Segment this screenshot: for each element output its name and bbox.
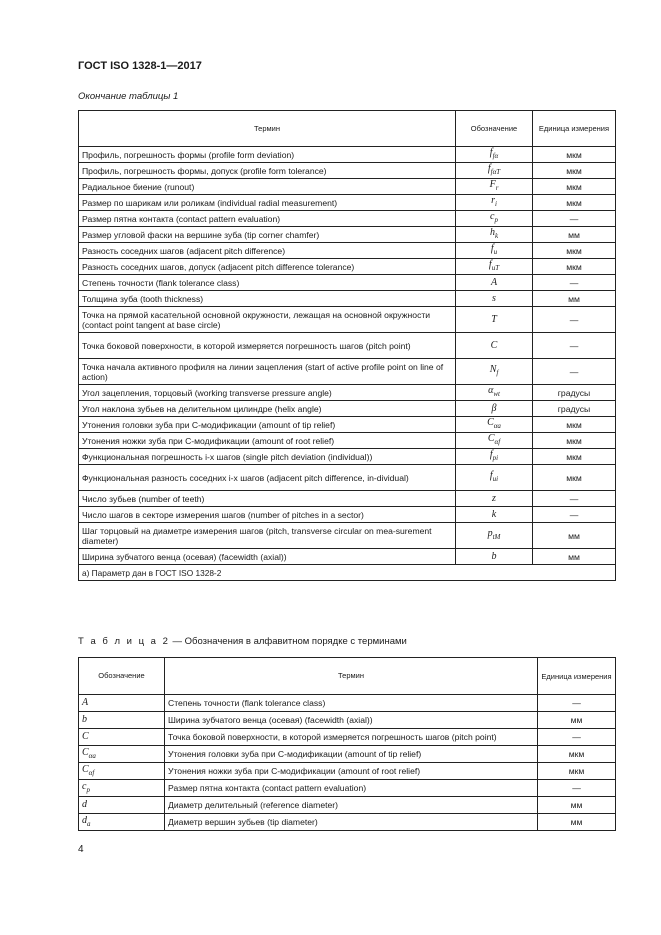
symbol-text: C [487, 433, 495, 444]
term-cell: Число зубьев (number of teeth) [79, 491, 456, 507]
unit-cell: мм [533, 523, 616, 549]
table-row [79, 763, 616, 780]
term-cell: Разность соседних шагов (adjacent pitch difference) [79, 243, 456, 259]
symbol-cell [456, 147, 533, 163]
symbol-subscript: fαT [490, 168, 501, 176]
symbol-subscript: i [494, 200, 497, 208]
unit-cell: мм [538, 797, 616, 814]
table-row [79, 746, 616, 763]
symbol-cell [456, 291, 533, 307]
unit-cell: мкм [533, 259, 616, 275]
table-row [79, 179, 616, 195]
term-cell: Утонения ножки зуба при С-модификации (amount of root relief) [79, 433, 456, 449]
unit-cell: — [538, 780, 616, 797]
unit-cell: мкм [533, 465, 616, 491]
symbol-text: c [490, 211, 495, 222]
term-cell: Степень точности (flank tolerance class) [79, 275, 456, 291]
unit-cell: — [538, 729, 616, 746]
table-row [79, 465, 616, 491]
unit-cell: мкм [533, 163, 616, 179]
symbol-cell [79, 797, 165, 814]
table-row [79, 147, 616, 163]
term-cell: Ширина зубчатого венца (осевая) (facewidth (axial)) [79, 549, 456, 565]
table1-caption: Окончание таблицы 1 [78, 91, 179, 102]
symbol-subscript: p [494, 216, 498, 224]
symbol-subscript: pi [492, 454, 499, 462]
symbol-text: C [82, 731, 89, 742]
symbol-text: F [489, 179, 496, 190]
symbol-cell [79, 729, 165, 746]
table-row [79, 523, 616, 549]
term-column-header: Термин [79, 111, 456, 147]
symbol-cell [79, 814, 165, 831]
symbol-text: p [487, 528, 493, 539]
unit-cell: мм [533, 291, 616, 307]
symbol-subscript: αa [88, 751, 96, 760]
unit-cell: мкм [533, 195, 616, 211]
table-row [79, 433, 616, 449]
symbol-subscript: αf [494, 438, 501, 446]
table-row [79, 797, 616, 814]
table2-caption-text: — Обозначения в алфавитном порядке с терминами [169, 636, 407, 647]
term-cell: Диаметр вершин зубьев (tip diameter) [165, 814, 538, 831]
symbol-column-header: Обозначение [456, 111, 533, 147]
unit-column-header: Единица измерения [538, 658, 616, 695]
symbol-cell [456, 491, 533, 507]
term-column-header: Термин [165, 658, 538, 695]
term-cell: Степень точности (flank tolerance class) [165, 695, 538, 712]
table2-caption-label: Т а б л и ц а 2 [78, 636, 170, 647]
term-cell: Размер по шарикам или роликам (individual radial measurement) [79, 195, 456, 211]
symbol-text: α [488, 385, 494, 396]
symbol-subscript: k [494, 232, 499, 240]
symbol-cell [456, 243, 533, 259]
table-row [79, 712, 616, 729]
term-cell: Точка боковой поверхности, в которой измеряется погрешность шагов (pitch point) [165, 729, 538, 746]
unit-cell: мкм [538, 746, 616, 763]
symbol-text: s [492, 292, 496, 304]
symbol-cell [456, 163, 533, 179]
unit-cell: градусы [533, 385, 616, 401]
symbol-subscript: fα [492, 152, 499, 160]
symbol-cell [456, 359, 533, 385]
term-cell: Шаг торцовый на диаметре измерения шагов (pitch, transverse circular on mea-surement diameter) [79, 523, 456, 549]
table-row [79, 359, 616, 385]
symbol-text: h [489, 227, 495, 238]
symbol-cell [456, 195, 533, 211]
symbol-subscript: tM [492, 533, 501, 541]
symbol-text: A [490, 276, 498, 288]
symbol-text: f [490, 243, 494, 254]
table-row [79, 259, 616, 275]
symbol-cell [456, 549, 533, 565]
symbol-cell [456, 211, 533, 227]
term-cell: Размер пятна контакта (contact pattern evaluation) [79, 211, 456, 227]
unit-cell: мкм [538, 763, 616, 780]
unit-cell: градусы [533, 401, 616, 417]
unit-cell: — [533, 307, 616, 333]
symbol-text: C [487, 417, 494, 428]
term-cell: Угол зацепления, торцовый (working transverse pressure angle) [79, 385, 456, 401]
page-number: 4 [78, 844, 84, 855]
term-cell: Утонения головки зуба при С-модификации (amount of tip relief) [79, 417, 456, 433]
symbol-text: k [491, 508, 497, 520]
term-cell: Утонения ножки зуба при С-модификации (amount of root relief) [165, 763, 538, 780]
table-row [79, 780, 616, 797]
symbol-text: b [82, 714, 87, 725]
document-header: ГОСТ ISO 1328-1—2017 [78, 60, 202, 72]
term-cell: Профиль, погрешность формы, допуск (profile form tolerance) [79, 163, 456, 179]
symbol-cell [456, 433, 533, 449]
symbol-subscript: ui [492, 475, 499, 483]
symbol-text: c [82, 780, 87, 792]
table-row [79, 449, 616, 465]
symbol-cell [456, 523, 533, 549]
table-row [79, 695, 616, 712]
symbol-cell [456, 227, 533, 243]
symbol-text: b [491, 550, 497, 562]
table-row [79, 275, 616, 291]
symbol-cell [79, 712, 165, 729]
symbol-subscript: r [495, 184, 499, 192]
symbol-text: f [489, 470, 493, 481]
table-row [79, 243, 616, 259]
symbol-cell [456, 401, 533, 417]
symbol-subscript: a [87, 819, 91, 828]
symbol-subscript: αf [88, 768, 95, 777]
symbol-text: C [82, 763, 89, 775]
unit-cell: — [533, 333, 616, 359]
symbol-cell [79, 763, 165, 780]
symbol-subscript: u [493, 248, 498, 256]
unit-cell: — [533, 359, 616, 385]
symbol-text: C [82, 746, 89, 758]
table-row [79, 417, 616, 433]
table2-caption [78, 636, 407, 647]
table-row [79, 333, 616, 359]
symbol-cell [79, 746, 165, 763]
symbol-cell [456, 179, 533, 195]
term-cell: Радиальное биение (runout) [79, 179, 456, 195]
symbol-cell [456, 385, 533, 401]
table-row [79, 401, 616, 417]
table1-footnote: а) Параметр дан в ГОСТ ISO 1328-2 [79, 565, 616, 581]
symbol-cell [79, 780, 165, 797]
term-cell: Размер пятна контакта (contact pattern evaluation) [165, 780, 538, 797]
symbol-text: β [491, 402, 497, 414]
symbol-cell [456, 275, 533, 291]
term-cell: Ширина зубчатого венца (осевая) (facewidth (axial)) [165, 712, 538, 729]
symbol-cell [456, 417, 533, 433]
unit-cell: — [533, 507, 616, 523]
table-row [79, 385, 616, 401]
symbol-cell [456, 507, 533, 523]
symbol-subscript: p [86, 785, 90, 794]
symbol-text: f [489, 147, 493, 158]
symbol-text: d [82, 814, 87, 826]
unit-cell: мм [533, 227, 616, 243]
unit-column-header: Единица измерения [533, 111, 616, 147]
symbol-subscript: f [496, 369, 499, 377]
unit-cell: мм [533, 549, 616, 565]
table-row [79, 729, 616, 746]
unit-cell: — [533, 211, 616, 227]
terms-table [78, 110, 616, 581]
term-cell: Профиль, погрешность формы (profile form deviation) [79, 147, 456, 163]
symbol-cell [79, 695, 165, 712]
symbol-text: T [491, 313, 497, 325]
symbol-cell [456, 449, 533, 465]
symbol-text: f [489, 449, 493, 460]
unit-cell: — [533, 491, 616, 507]
table-row [79, 227, 616, 243]
symbol-text: f [487, 163, 491, 174]
term-cell: Утонения головки зуба при С-модификации (amount of tip relief) [165, 746, 538, 763]
term-cell: Толщина зуба (tooth thickness) [79, 291, 456, 307]
unit-cell: мкм [533, 417, 616, 433]
symbol-text: C [490, 339, 498, 351]
symbol-subscript: αa [493, 422, 501, 430]
term-cell: Точка начала активного профиля на линии зацепления (start of active profile point on line of action) [79, 359, 456, 385]
symbol-cell [456, 333, 533, 359]
table-row [79, 211, 616, 227]
symbol-cell [456, 465, 533, 491]
term-cell: Размер угловой фаски на вершине зуба (tip corner chamfer) [79, 227, 456, 243]
unit-cell: мкм [533, 449, 616, 465]
term-cell: Функциональная разность соседних i-x шагов (adjacent pitch difference, in-dividual) [79, 465, 456, 491]
unit-cell: — [533, 275, 616, 291]
term-cell: Точка боковой поверхности, в которой измеряется погрешность шагов (pitch point) [79, 333, 456, 359]
unit-cell: мкм [533, 147, 616, 163]
term-cell: Угол наклона зубьев на делительном цилиндре (helix angle) [79, 401, 456, 417]
alphabetical-symbols-table [78, 657, 616, 831]
symbol-text: r [491, 195, 495, 206]
table-row [79, 507, 616, 523]
symbol-subscript: wt [493, 390, 500, 398]
term-cell: Диаметр делительный (reference diameter) [165, 797, 538, 814]
symbol-cell [456, 307, 533, 333]
table-row [79, 814, 616, 831]
symbol-cell [456, 259, 533, 275]
symbol-text: N [489, 364, 497, 375]
symbol-text: d [82, 799, 87, 810]
table-row [79, 491, 616, 507]
table-row [79, 195, 616, 211]
term-cell: Точка на прямой касательной основной окружности, лежащая на основной окружности (contact point tangent at base circle) [79, 307, 456, 333]
table-row [79, 163, 616, 179]
unit-cell: — [538, 695, 616, 712]
symbol-text: z [492, 492, 496, 504]
unit-cell: мкм [533, 433, 616, 449]
unit-cell: мм [538, 712, 616, 729]
table-row [79, 307, 616, 333]
symbol-column-header: Обозначение [79, 658, 165, 695]
unit-cell: мм [538, 814, 616, 831]
symbol-subscript: uT [491, 264, 500, 272]
term-cell: Число шагов в секторе измерения шагов (number of pitches in a sector) [79, 507, 456, 523]
table-row [79, 291, 616, 307]
symbol-text: f [488, 259, 492, 270]
table-row [79, 549, 616, 565]
term-cell: Разность соседних шагов, допуск (adjacent pitch difference tolerance) [79, 259, 456, 275]
symbol-text: A [82, 697, 89, 708]
term-cell: Функциональная погрешность i-x шагов (single pitch deviation (individual)) [79, 449, 456, 465]
unit-cell: мкм [533, 243, 616, 259]
unit-cell: мкм [533, 179, 616, 195]
